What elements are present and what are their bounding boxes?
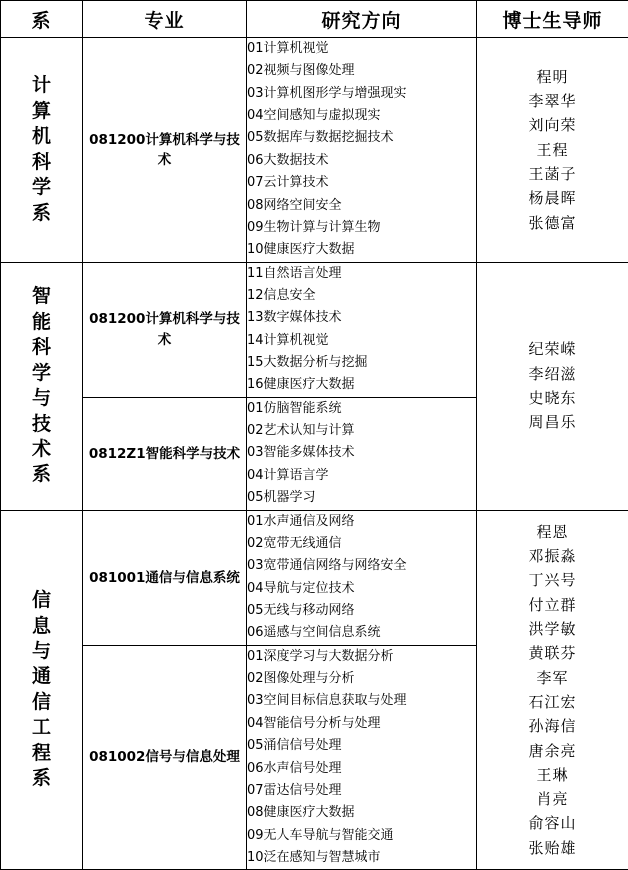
list-item: 01计算机视觉 — [247, 38, 476, 60]
list-item: 06遥感与空间信息系统 — [247, 622, 476, 644]
list-item: 04导航与定位技术 — [247, 578, 476, 600]
list-item: 02图像处理与分析 — [247, 668, 476, 690]
advisors-cell — [477, 262, 628, 510]
list-item: 04智能信号分析与处理 — [247, 713, 476, 735]
directions-list — [247, 263, 476, 397]
department-name: 计算机科学系 — [31, 73, 53, 226]
list-item: 03智能多媒体技术 — [247, 442, 476, 464]
list-item: 丁兴号 — [477, 568, 628, 592]
advisors-list — [477, 65, 628, 235]
table-row — [1, 38, 628, 263]
list-item: 08健康医疗大数据 — [247, 802, 476, 824]
table-row — [1, 262, 628, 397]
advisors-list — [477, 520, 628, 860]
list-item: 张德富 — [477, 211, 628, 235]
major-cell: 0812Z1智能科学与技术 — [83, 397, 247, 510]
list-item: 唐余亮 — [477, 739, 628, 763]
column-header-department: 系 — [1, 1, 83, 38]
table-row — [1, 510, 628, 645]
directions-list — [247, 646, 476, 870]
department-cell-intelligence-science — [1, 262, 83, 510]
list-item: 杨晨晖 — [477, 186, 628, 210]
list-item: 王菡子 — [477, 162, 628, 186]
list-item: 程明 — [477, 65, 628, 89]
list-item: 周昌乐 — [477, 410, 628, 434]
list-item: 史晓东 — [477, 386, 628, 410]
directions-cell — [247, 510, 477, 645]
department-cell-computer-science — [1, 38, 83, 263]
list-item: 程恩 — [477, 520, 628, 544]
list-item: 16健康医疗大数据 — [247, 374, 476, 396]
department-cell-information-communication — [1, 510, 83, 870]
list-item: 03空间目标信息获取与处理 — [247, 690, 476, 712]
column-header-major: 专业 — [83, 1, 247, 38]
list-item: 05数据库与数据挖掘技术 — [247, 127, 476, 149]
list-item: 李翠华 — [477, 89, 628, 113]
list-item: 01深度学习与大数据分析 — [247, 646, 476, 668]
list-item: 12信息安全 — [247, 285, 476, 307]
column-header-advisor: 博士生导师 — [477, 1, 628, 38]
list-item: 05涌信信号处理 — [247, 735, 476, 757]
advisors-cell — [477, 38, 628, 263]
list-item: 07云计算技术 — [247, 172, 476, 194]
directions-cell — [247, 397, 477, 510]
list-item: 付立群 — [477, 593, 628, 617]
major-cell: 081001通信与信息系统 — [83, 510, 247, 645]
list-item: 纪荣嵘 — [477, 337, 628, 361]
header-row — [1, 1, 628, 38]
major-cell: 081002信号与信息处理 — [83, 645, 247, 870]
list-item: 肖亮 — [477, 787, 628, 811]
directions-cell — [247, 38, 477, 263]
list-item: 王程 — [477, 138, 628, 162]
advisors-cell — [477, 510, 628, 870]
directions-cell — [247, 262, 477, 397]
column-header-research-direction: 研究方向 — [247, 1, 477, 38]
list-item: 13数字媒体技术 — [247, 307, 476, 329]
major-cell: 081200计算机科学与技术 — [83, 38, 247, 263]
advisors-list — [477, 337, 628, 434]
department-name: 信息与通信工程系 — [31, 588, 53, 792]
major-cell: 081200计算机科学与技术 — [83, 262, 247, 397]
list-item: 王琳 — [477, 763, 628, 787]
list-item: 李军 — [477, 666, 628, 690]
list-item: 李绍滋 — [477, 362, 628, 386]
directions-list — [247, 511, 476, 645]
directions-list — [247, 398, 476, 510]
list-item: 01仿脑智能系统 — [247, 398, 476, 420]
list-item: 孙海信 — [477, 714, 628, 738]
list-item: 黄联芬 — [477, 641, 628, 665]
list-item: 石江宏 — [477, 690, 628, 714]
list-item: 06水声信号处理 — [247, 758, 476, 780]
list-item: 刘向荣 — [477, 113, 628, 137]
list-item: 洪学敏 — [477, 617, 628, 641]
list-item: 03计算机图形学与增强现实 — [247, 83, 476, 105]
list-item: 10健康医疗大数据 — [247, 239, 476, 261]
list-item: 14计算机视觉 — [247, 330, 476, 352]
list-item: 02艺术认知与计算 — [247, 420, 476, 442]
list-item: 10泛在感知与智慧城市 — [247, 847, 476, 869]
list-item: 02视频与图像处理 — [247, 60, 476, 82]
list-item: 09生物计算与计算生物 — [247, 217, 476, 239]
list-item: 08网络空间安全 — [247, 195, 476, 217]
list-item: 04计算语言学 — [247, 465, 476, 487]
list-item: 01水声通信及网络 — [247, 511, 476, 533]
list-item: 03宽带通信网络与网络安全 — [247, 555, 476, 577]
directions-cell — [247, 645, 477, 870]
list-item: 04空间感知与虚拟现实 — [247, 105, 476, 127]
list-item: 俞容山 — [477, 811, 628, 835]
list-item: 05机器学习 — [247, 487, 476, 509]
list-item: 邓振淼 — [477, 544, 628, 568]
department-name: 智能科学与技术系 — [31, 284, 53, 488]
directions-list — [247, 38, 476, 262]
list-item: 07雷达信号处理 — [247, 780, 476, 802]
list-item: 02宽带无线通信 — [247, 533, 476, 555]
list-item: 06大数据技术 — [247, 150, 476, 172]
list-item: 09无人车导航与智能交通 — [247, 825, 476, 847]
list-item: 张贻雄 — [477, 836, 628, 860]
list-item: 11自然语言处理 — [247, 263, 476, 285]
list-item: 15大数据分析与挖掘 — [247, 352, 476, 374]
table-body — [1, 38, 628, 870]
list-item: 05无线与移动网络 — [247, 600, 476, 622]
table-header — [1, 1, 628, 38]
